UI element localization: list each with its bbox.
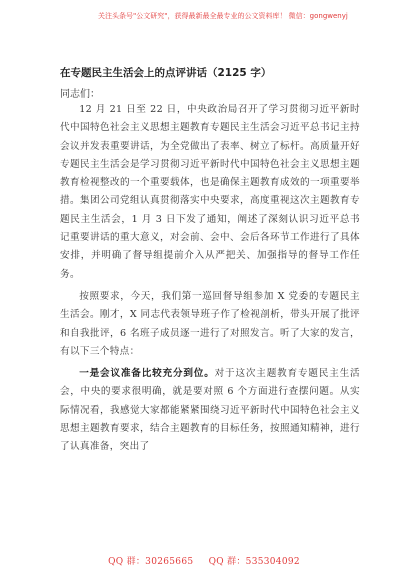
document-title: 在专题民主生活会上的点评讲话（2125 字）: [60, 67, 272, 79]
paragraph-2: 按照要求，今天，我们第一巡回督导组参加 X 党委的专题民主生活会。刚才，X 同志代表领导班子作了检视剖析，带头开展了批评和自我批评，6 名班子成员逐一进行了对照发言。听了大家的发言，有以下三个特点：: [60, 290, 360, 357]
salutation: 同志们：: [60, 89, 100, 100]
top-watermark: 关注头条号"公文研究"，获得最新最全最专业的公文资料库！ 微信：gongwenyj: [98, 12, 348, 20]
paragraph-3: [60, 365, 360, 456]
bottom-watermark: [0, 554, 408, 567]
point-1-text: 对于这次主题教育专题民主生活会，中央的要求很明确，就是要对照 6 个方面进行查摆问题。从实际情况看，我感觉大家都能紧紧围绕习近平新时代中国特色社会主义思想主题教育要求，结合主题教育的目标任务，按照通知精神，进行了认真准备，突出了: [60, 368, 360, 453]
qq-group-2: QQ 群：535304092: [208, 557, 300, 567]
paragraph-1: 12 月 21 日至 22 日，中央政治局召开了学习贯彻习近平新时代中国特色社会主义思想主题教育专题民主生活会习近平总书记主持会议并发表重要讲话，为全党做出了表率、树立了标杆。高质量开好专题民主生活会是学习贯彻习近平新时代中国特色社会主义思想主题教育检视整改的一个重要载体，也是确保主题教育成效的一项重要举措。集团公司党组认真贯彻落实中央要求，高度重视这次主题教育专题民主生活会，1 月 3 日下发了通知，阐述了深刻认识习近平总书记重要讲话的重大意义，对会前、会中、会后各环节工作进行了具体安排，并明确了督导组提前介入从严把关、加强指导的督导工作任务。: [60, 104, 360, 280]
document-body: [60, 101, 360, 457]
qq-group-1: QQ 群：30265665: [108, 557, 194, 567]
point-1-heading: 一是会议准备比较充分到位。: [79, 368, 215, 380]
